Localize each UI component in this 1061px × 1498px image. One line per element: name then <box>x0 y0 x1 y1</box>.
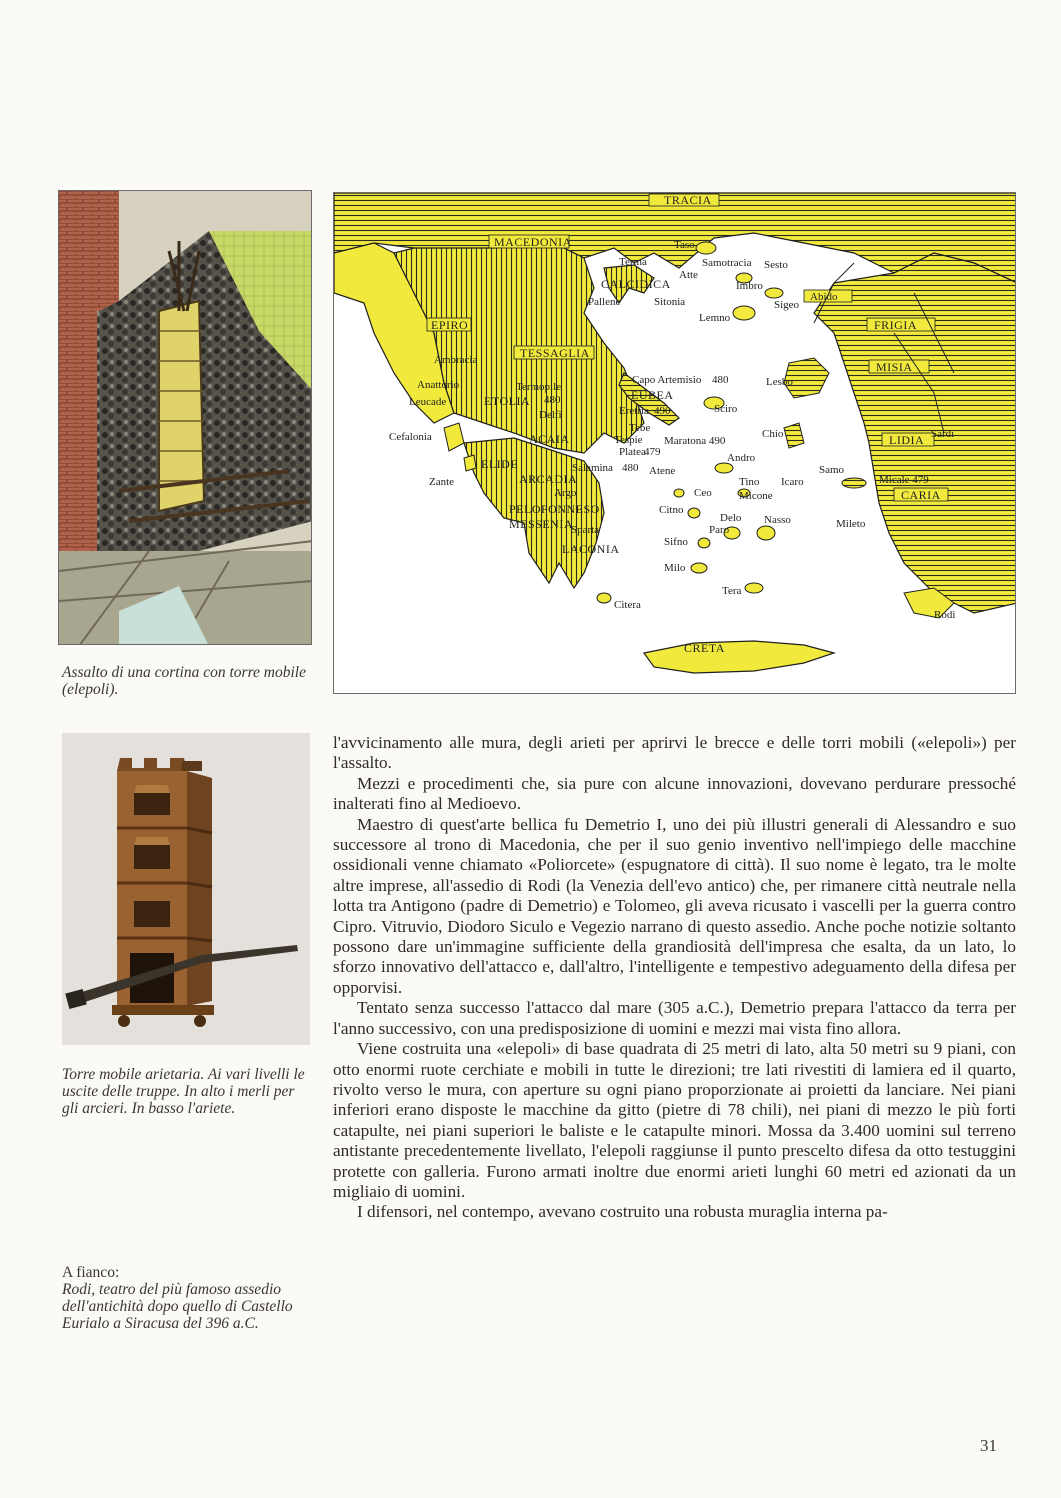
paragraph: I difensori, nel contempo, avevano costruito una robusta muraglia interna pa- <box>357 1202 888 1222</box>
paragraph: Viene costruita una «elepoli» di base quadrata di 25 metri di lato, alta 50 metri su 9 piani, con otto enormi ruote cerchiate e mobili in tutte le direzioni; tre lati rivestiti di lamiera ed il quarto, rivolto verso le mura, con aperture su ogni piano proporzionate ai proietti da lanciare. Nei piani inferiori erano disposte le macchine da gitto (pietre di 78 chili), nei piani di mezzo le più forti catapulte, nei piani superiori le baliste e le catapulte minori. Mossa da 3.400 uomini sul terreno antistante precedentemente livellato, l'elepoli raggiunse il punto prescelto difesa da otto testuggini protette con galleria. Furono armati inoltre due enormi arieti lunghi 60 metri ed azionati da un migliaio di uomini. <box>333 1039 1016 1201</box>
region-acaia: ACAIA <box>529 432 570 446</box>
place-sesto: Sesto <box>764 259 788 271</box>
place-sigeo: Sigeo <box>774 299 800 311</box>
body-text <box>333 733 1016 1223</box>
region-peloponneso: PELOPONNESO <box>509 502 600 516</box>
place-lesbo: Lesbo <box>766 376 793 388</box>
region-frigia: FRIGIA <box>874 318 918 332</box>
map-ancient-greece <box>333 192 1016 694</box>
paragraph: Tentato senza successo l'attacco dal mare (305 a.C.), Demetrio prepara l'attacco da terra per l'anno successivo, con una predisposizione di uomini e mezzi mai vista fino allora. <box>333 998 1016 1038</box>
caption-side-heading: A fianco: <box>62 1264 120 1281</box>
region-calcidica: CALCIDICA <box>601 277 671 291</box>
place-zante: Zante <box>429 476 455 488</box>
siege-tower-illustration <box>58 190 312 645</box>
region-messenia: MESSENIA <box>509 517 574 531</box>
place-imbro: Imbro <box>736 280 763 292</box>
place-platea-year: 479 <box>644 446 661 458</box>
paragraph: Mezzi e procedimenti che, sia pure con alcune innovazioni, dovevano perdurare pressoché inalterati fino al Medioevo. <box>333 773 1016 814</box>
place-sitonia: Sitonia <box>654 296 686 308</box>
place-sparta: Sparta <box>571 524 600 536</box>
place-platea: Platea <box>619 446 646 458</box>
place-citno: Citno <box>659 504 684 516</box>
place-mileto: Mileto <box>836 518 866 530</box>
region-epiro: EPIRO <box>431 318 469 332</box>
place-salamina: Salamina <box>572 462 613 474</box>
place-abido: Abido <box>810 291 838 303</box>
place-salamina-year: 480 <box>622 462 639 474</box>
region-creta: CRETA <box>684 641 725 655</box>
paragraph: Maestro di quest'arte bellica fu Demetrio I, uno dei più illustri generali di Alessandro e suo successore al trono di Macedonia, che per il suo genio inventivo nell'impiego delle macchine ossidionali venne chiamato «Poliorcete» (espugnatore di città). Il suo nome è legato, tra le molte altre imprese, all'assedio di Rodi (la Venezia dell'evo antico) che, per rimanere città neutrale nella lotta tra Antigono (padre di Demetrio) e Tolomeo, gli aveva ricusato i vascelli per la guerra contro Cipro. Vitruvio, Diodoro Siculo e Vegezio narrano di questo assedio. Anche poche notizie soltanto possono dare un'immagine sufficiente della grandiosità dell'impresa che esalta, da un lato, lo sforzo innovativo dell'attacco e, dall'altro, l'intelligente e tempestivo adeguamento della difesa per opporvisi. <box>333 814 1016 997</box>
region-tessaglia: TESSAGLIA <box>520 346 590 360</box>
place-samotracia: Samotracia <box>702 257 752 269</box>
region-tracia: TRACIA <box>664 193 712 207</box>
region-misia: MISIA <box>876 360 913 374</box>
page-number: 31 <box>980 1436 997 1455</box>
place-tera: Tera <box>722 585 742 597</box>
place-nasso: Nasso <box>764 514 791 526</box>
place-paro: Paro <box>709 524 730 536</box>
place-leucade: Leucade <box>409 396 447 408</box>
place-maratona: Maratona 490 <box>664 435 726 447</box>
place-andro: Andro <box>727 452 756 464</box>
siege-tower-model-photo <box>62 733 310 1045</box>
place-lemno: Lemno <box>699 312 731 324</box>
place-tebe: Tebe <box>629 422 651 434</box>
place-capo-artemisio: Capo Artemisio <box>632 374 702 386</box>
place-sciro: Sciro <box>714 403 738 415</box>
siege-illustration-drawing <box>59 191 312 645</box>
place-citera: Citera <box>614 599 641 611</box>
place-chio: Chio <box>762 428 784 440</box>
region-eubea: EUBEA <box>631 388 674 402</box>
place-termopile: Termopile <box>516 381 562 393</box>
place-terma: Terma <box>619 256 647 268</box>
map-drawing <box>334 193 1016 694</box>
place-rodi: Rodi <box>934 609 956 621</box>
caption-side <box>62 1264 312 1332</box>
region-arcadia: ARCADIA <box>519 472 578 486</box>
place-samo: Samo <box>819 464 845 476</box>
place-anattorio: Anattorio <box>417 379 460 391</box>
place-ceo: Ceo <box>694 487 712 499</box>
region-macedonia: MACEDONIA <box>494 235 572 249</box>
place-artemisio-year: 480 <box>712 374 729 386</box>
place-delo: Delo <box>720 512 742 524</box>
place-atte: Atte <box>679 269 698 281</box>
place-tespie: Tespie <box>614 434 643 446</box>
place-eretria-year: 490 <box>654 405 671 417</box>
region-elide: ELIDE <box>481 457 519 471</box>
region-etolia: ETOLIA <box>484 394 531 408</box>
place-atene: Atene <box>649 465 676 477</box>
place-micale: Micale 479 <box>879 474 929 486</box>
place-icaro: Icaro <box>781 476 804 488</box>
caption-tower: Torre mobile arietaria. Ai vari livelli le uscite delle truppe. In alto i merli per gli arcieri. In basso l'ariete. <box>62 1066 305 1117</box>
place-argo: Argo <box>554 487 577 499</box>
place-milo: Milo <box>664 562 686 574</box>
place-ambracia: Ambracia <box>434 354 478 366</box>
caption-siege: Assalto di una cortina con torre mobile (elepoli). <box>62 664 306 698</box>
caption-side-text: Rodi, teatro del più famoso assedio dell'antichità dopo quello di Castello Eurialo a Siracusa del 396 a.C. <box>62 1281 293 1332</box>
place-delfi: Delfi <box>539 409 562 421</box>
place-tino: Tino <box>739 476 760 488</box>
region-caria: CARIA <box>901 488 941 502</box>
place-micone: Micone <box>739 490 773 502</box>
place-sardi: Sardi <box>931 428 955 440</box>
region-laconia: LACONIA <box>562 542 620 556</box>
place-eretria: Eretria <box>619 405 649 417</box>
place-sifno: Sifno <box>664 536 688 548</box>
place-pallene: Pallene <box>588 296 621 308</box>
region-lidia: LIDIA <box>889 433 925 447</box>
place-cefalonia: Cefalonia <box>389 431 432 443</box>
place-termopile-year: 480 <box>544 394 561 406</box>
paragraph: l'avvicinamento alle mura, degli arieti per aprirvi le brecce e delle torri mobili («elepoli») per l'assalto. <box>333 733 1016 773</box>
place-taso: Taso <box>674 239 695 251</box>
tower-model-drawing <box>62 733 310 1045</box>
